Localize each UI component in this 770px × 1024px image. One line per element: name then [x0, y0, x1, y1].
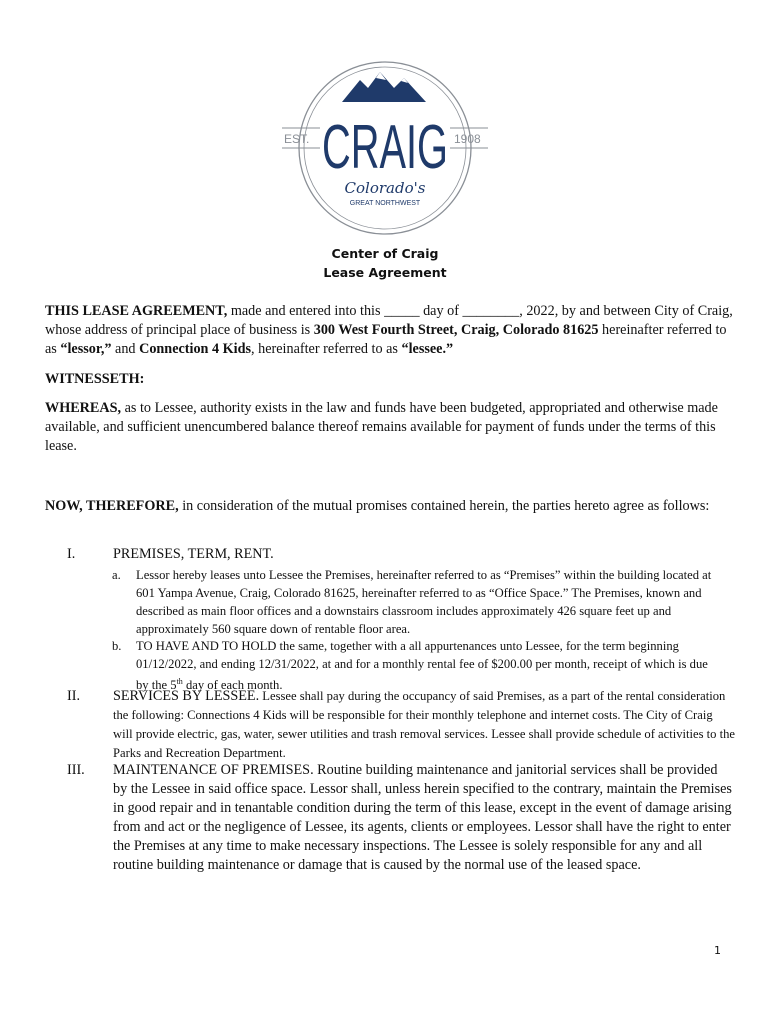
subsection-text: Lessor hereby leases unto Lessee the Premises, hereinafter referred to as “Premises” within the building located at 601 Yampa Avenue, Craig, Colorado 81625, hereinafter referred to as “Office Space.” The Premises, known and described as main floor offices and a downstairs classroom includes approximately 426 square feet up and approximately 560 square down of rentable floor area.: [136, 568, 712, 636]
witnesseth-heading: WITNESSETH:: [45, 371, 145, 387]
mountain-icon: [342, 72, 426, 102]
title-line-1: Center of Craig: [331, 246, 439, 261]
title-line-2: Lease Agreement: [323, 265, 447, 280]
intro-paragraph: THIS LEASE AGREEMENT, made and entered into this _____ day of ________, 2022, by and between City of Craig, whose address of principal place of business is 300 West Fourth Street, Craig, Colorado 81625 hereinafter referred to as “lessor,” and Connection 4 Kids, hereinafter referred to as “lessee.”: [45, 303, 733, 357]
logo-tagline-caps: GREAT NORTHWEST: [349, 200, 421, 207]
section-number: II.: [67, 688, 80, 704]
logo-est: EST.: [284, 132, 310, 146]
logo-city: CRAIG: [322, 113, 448, 182]
subsection-letter: a.: [112, 568, 121, 582]
craig-logo: [280, 58, 490, 238]
section-number: III.: [67, 762, 85, 778]
now-therefore-paragraph: NOW, THEREFORE, in consideration of the mutual promises contained herein, the parties hereto agree as follows:: [45, 498, 710, 514]
section-title: MAINTENANCE OF PREMISES.: [113, 762, 314, 778]
page-number: 1: [714, 944, 721, 957]
section-title: SERVICES BY LESSEE.: [113, 688, 260, 704]
section-text: Routine building maintenance and janitorial services shall be provided by the Lessee in said office space. Lessor shall, unless herein specified to the contrary, maintain the Premises in good repair and in tenantable condition during the term of this lease, except in the event of damage arising from and act or the negligence of Lessee, its agents, clients or employees. Lessor shall have the right to enter the Premises at any time to make necessary inspections. The Lessee is solely responsible for any and all routine building maintenance or damage that is caused by the normal use of the leased space.: [113, 762, 732, 873]
section-title: PREMISES, TERM, RENT.: [113, 546, 274, 562]
section-text: Lessee shall pay during the occupancy of said Premises, as a part of the rental consideration the following: Connections 4 Kids will be responsible for their monthly telephone and internet costs. The City of Craig will provide electric, gas, water, sewer utilities and trash removal services. Lessee shall provide schedule of activities to the Parks and Recreation Department.: [113, 689, 735, 760]
section-number: I.: [67, 546, 76, 562]
subsection-letter: b.: [112, 639, 122, 653]
logo-tagline-script: Colorado's: [344, 179, 426, 197]
subsection-text: TO HAVE AND TO HOLD the same, together with a all appurtenances unto Lessee, for the term beginning 01/12/2022, and ending 12/31/2022, at and for a monthly rental fee of $200.00 per month, receipt of which is due by the 5th day of each month.: [136, 639, 708, 693]
logo-year: 1908: [454, 132, 481, 146]
whereas-paragraph: WHEREAS, as to Lessee, authority exists in the law and funds have been budgeted, appropriated and otherwise made available, and sufficient unencumbered balance thereof remains available for payment of funds under the terms of this lease.: [45, 400, 718, 454]
